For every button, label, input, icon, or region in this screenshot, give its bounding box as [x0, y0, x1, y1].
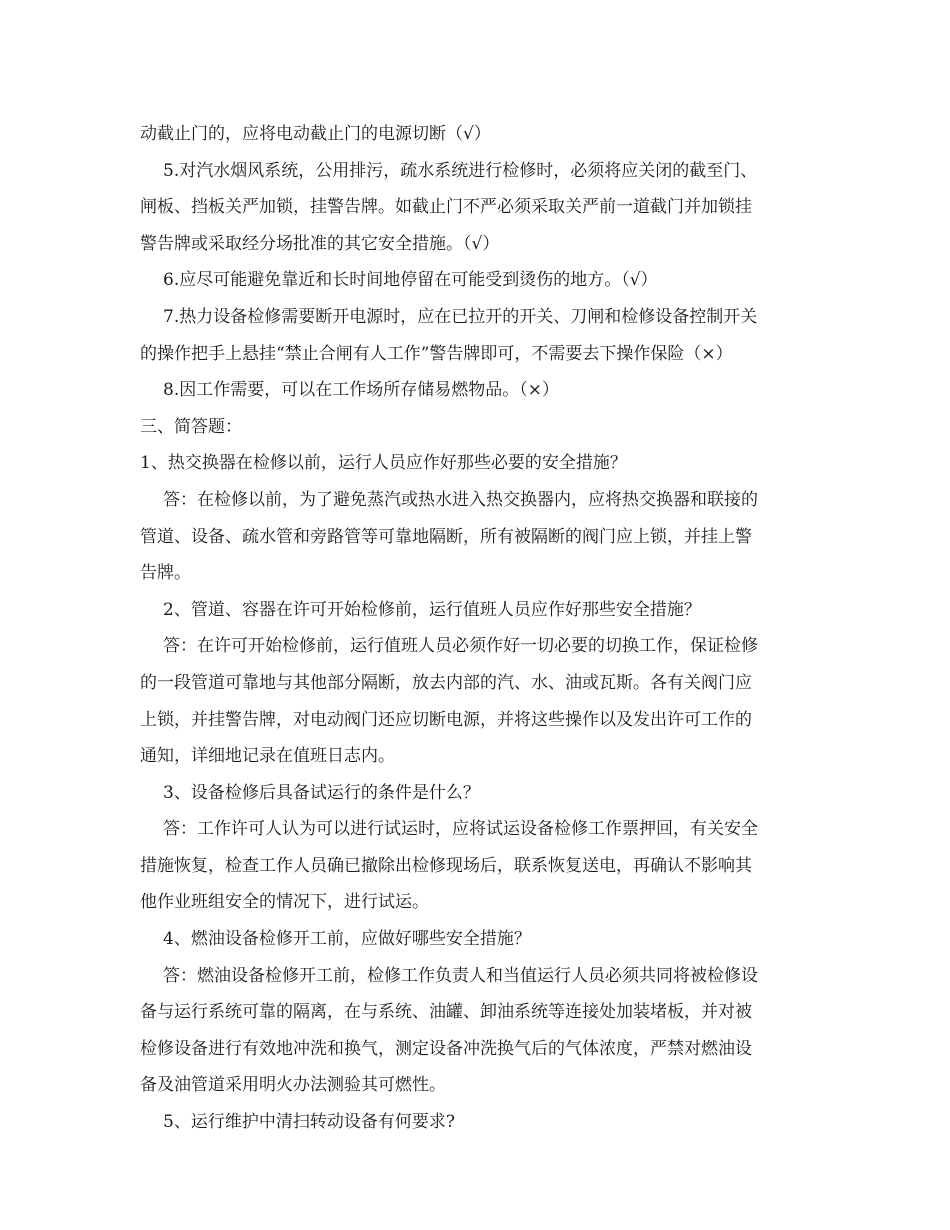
text-line: 6.应尽可能避免靠近和长时间地停留在可能受到烫伤的地方。（√）: [163, 270, 658, 291]
text-line: 的操作把手上悬挂“禁止合闸有人工作”警告牌即可，不需要去下操作保险（×）: [140, 343, 733, 364]
text-line: 7.热力设备检修需要断开电源时，应在已拉开的开关、刀闸和检修设备控制开关: [163, 306, 758, 327]
text-line: 备及油管道采用明火办法测验其可燃性。: [140, 1075, 446, 1096]
text-line: 2、管道、容器在许可开始检修前，运行值班人员应作好那些安全措施？: [163, 599, 701, 620]
text-line: 5、运行维护中清扫转动设备有何要求?: [163, 1112, 455, 1133]
text-line: 答：工作许可人认为可以进行试运时，应将试运设备检修工作票押回，有关安全: [163, 819, 758, 840]
text-line: 3、设备检修后具备试运行的条件是什么？: [163, 782, 480, 803]
text-line: 告牌。: [140, 563, 191, 584]
text-line: 检修设备进行有效地冲洗和换气，测定设备冲洗换气后的气体浓度，严禁对燃油设: [140, 1038, 752, 1059]
text-line: 通知，详细地记录在值班日志内。: [140, 746, 395, 767]
text-line: 答：在检修以前，为了避免蒸汽或热水进入热交换器内，应将热交换器和联接的: [163, 489, 758, 510]
text-line: 答：在许可开始检修前，运行值班人员必须作好一切必要的切换工作，保证检修: [163, 636, 758, 657]
text-line: 的一段管道可靠地与其他部分隔断，放去内部的汽、水、油或瓦斯。各有关阀门应: [140, 672, 752, 693]
document-body: [140, 116, 820, 1141]
text-line: 措施恢复，检查工作人员确已撤除出检修现场后，联系恢复送电，再确认不影响其: [140, 855, 752, 876]
text-line: 动截止门的，应将电动截止门的电源切断（√）: [140, 124, 491, 144]
text-line: 4、燃油设备检修开工前，应做好哪些安全措施？: [163, 929, 531, 950]
text-line: 备与运行系统可靠的隔离，在与系统、油罐、卸油系统等连接处加装堵板，并对被: [140, 1002, 752, 1023]
text-line: 1、热交换器在检修以前，运行人员应作好那些必要的安全措施？: [140, 453, 627, 474]
text-line: 他作业班组安全的情况下，进行试运。: [140, 892, 429, 913]
text-line: 闸板、挡板关严加锁，挂警告牌。如截止门不严必须采取关严前一道截门并加锁挂: [140, 197, 752, 218]
text-line: 三、简答题：: [140, 416, 242, 437]
text-line: 上锁，并挂警告牌，对电动阀门还应切断电源，并将这些操作以及发出许可工作的: [140, 709, 752, 730]
text-line: 警告牌或采取经分场批准的其它安全措施。（√）: [140, 233, 500, 254]
text-line: 8.因工作需要，可以在工作场所存储易燃物品。（×）: [163, 380, 559, 401]
text-line: 答：燃油设备检修开工前，检修工作负责人和当值运行人员必须共同将被检修设: [163, 965, 758, 986]
text-line: 5.对汽水烟风系统，公用排污，疏水系统进行检修时，必须将应关闭的截至门、: [163, 160, 758, 181]
text-line: 管道、设备、疏水管和旁路管等可靠地隔断，所有被隔断的阀门应上锁，并挂上警: [140, 526, 752, 547]
